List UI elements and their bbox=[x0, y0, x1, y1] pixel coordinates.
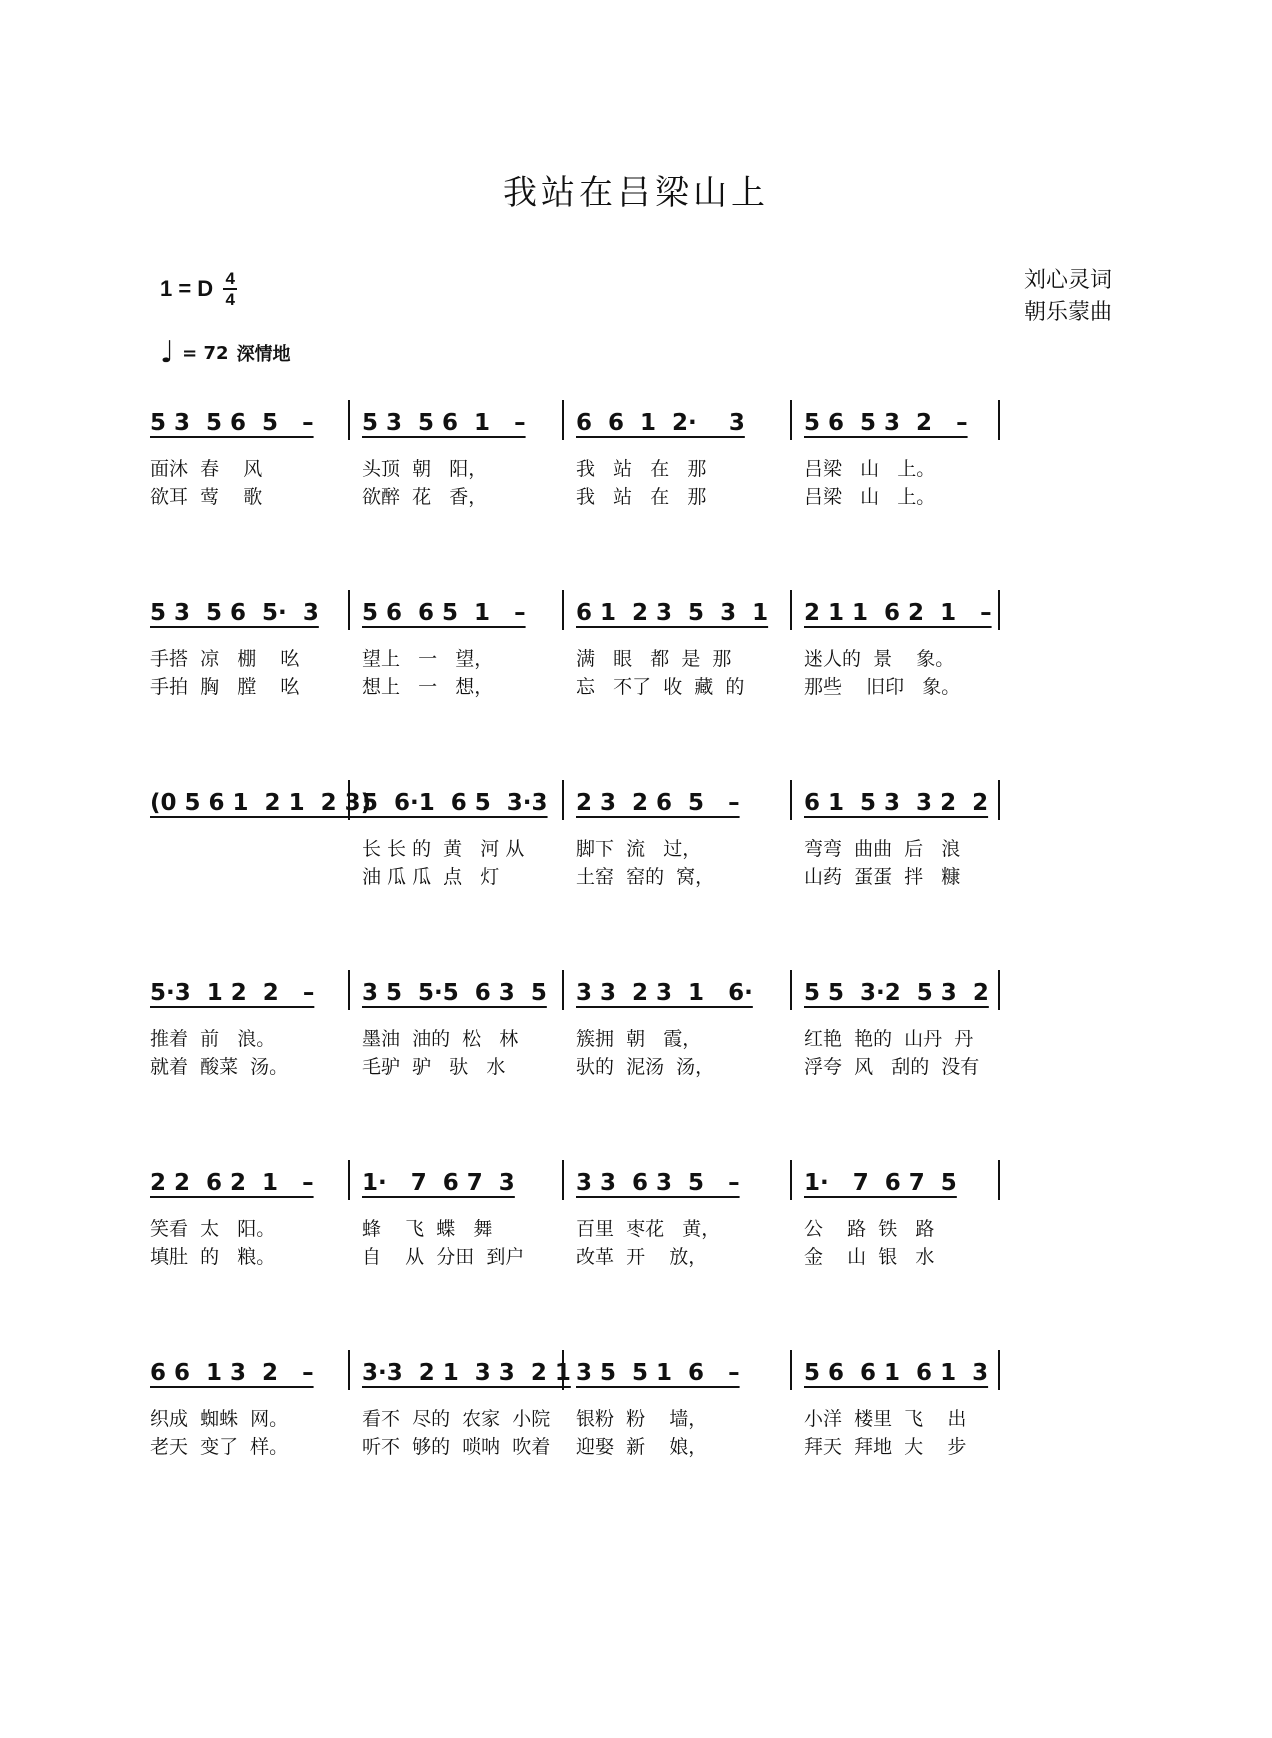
measure-notes: 2 1 1 6 2 1 – bbox=[804, 600, 992, 626]
lyric-measure: 那些 旧印 象。 bbox=[804, 676, 961, 698]
lyric-measure: 百里 枣花 黄， bbox=[576, 1218, 721, 1240]
bar-line bbox=[562, 970, 564, 1010]
lyric-measure: 填肚 的 粮。 bbox=[150, 1246, 276, 1268]
bar-line bbox=[348, 1350, 350, 1390]
composer: 朝乐蒙曲 bbox=[1023, 300, 1112, 325]
measure bbox=[804, 594, 992, 626]
bar-line bbox=[790, 780, 792, 820]
bar-line bbox=[562, 400, 564, 440]
measure bbox=[362, 594, 548, 626]
bar-line bbox=[348, 1160, 350, 1200]
lyric-measure: 迎娶 新 娘， bbox=[576, 1436, 708, 1458]
lyric-measure: 织成 蜘蛛 网。 bbox=[150, 1408, 289, 1430]
measure-notes: 6 6 1 2· 3 bbox=[576, 410, 745, 436]
bar-line bbox=[790, 590, 792, 630]
lyric-measure: 金 山 银 水 bbox=[804, 1246, 935, 1268]
measure-notes: 5 6·1 6 5 3·3 bbox=[362, 790, 548, 816]
notation-row bbox=[150, 590, 1120, 638]
lyric-measure: 迷人的 景 象。 bbox=[804, 648, 955, 670]
lyric-measure: 蜂 飞 蝶 舞 bbox=[362, 1218, 493, 1240]
bar-line bbox=[790, 1160, 792, 1200]
lyric-measure: 笑看 太 阳。 bbox=[150, 1218, 276, 1240]
measure bbox=[362, 404, 548, 436]
bar-line bbox=[998, 780, 1000, 820]
measure bbox=[362, 1164, 548, 1196]
notation-row bbox=[150, 1350, 1120, 1398]
song-title: 我站在吕梁山上 bbox=[503, 173, 769, 213]
lyric-measure: 山药 蛋蛋 拌 糠 bbox=[804, 866, 961, 888]
bar-line bbox=[998, 1350, 1000, 1390]
lyric-measure: 手搭 凉 棚 吆 bbox=[150, 648, 300, 670]
measure-notes: 3·3 2 1 3 3 2 1 bbox=[362, 1360, 571, 1386]
lyric-measure: 想上 一 想， bbox=[362, 676, 494, 698]
bar-line bbox=[998, 1160, 1000, 1200]
lyric-measure: 浮夸 风 刮的 没有 bbox=[804, 1056, 980, 1078]
measure-notes: 5 3 5 6 1 – bbox=[362, 410, 526, 436]
measure bbox=[804, 1354, 989, 1386]
lyric-measure: 改革 开 放， bbox=[576, 1246, 708, 1268]
measure-notes: 1· 7 6 7 3 bbox=[362, 1170, 515, 1196]
notation-row bbox=[150, 1160, 1120, 1208]
quarter-note-icon: ♩ bbox=[160, 335, 175, 370]
lyric-measure: 我 站 在 那 bbox=[576, 458, 707, 480]
lyric-measure: 自 从 分田 到户 bbox=[362, 1246, 525, 1268]
lyric-measure: 拜天 拜地 大 步 bbox=[804, 1436, 967, 1458]
lyric-measure: 望上 一 望， bbox=[362, 648, 494, 670]
measure bbox=[362, 784, 548, 816]
lyric-measure: 忘 不了 收 藏 的 bbox=[576, 676, 745, 698]
lyric-measure: 小洋 楼里 飞 出 bbox=[804, 1408, 967, 1430]
tempo-marking bbox=[160, 335, 291, 370]
lyric-measure: 公 路 铁 路 bbox=[804, 1218, 935, 1240]
lyric-measure: 手拍 胸 膛 吆 bbox=[150, 676, 300, 698]
measure-notes: 5 3 5 6 5 – bbox=[150, 410, 314, 436]
measure bbox=[150, 1354, 334, 1386]
lyric-measure: 我 站 在 那 bbox=[576, 486, 707, 508]
lyric-measure: 吕梁 山 上。 bbox=[804, 458, 936, 480]
bar-line bbox=[790, 1350, 792, 1390]
notation-row bbox=[150, 400, 1120, 448]
lyric-measure: 簇拥 朝 霞， bbox=[576, 1028, 702, 1050]
measure-notes: 6 6 1 3 2 – bbox=[150, 1360, 314, 1386]
lyric-measure: 脚下 流 过， bbox=[576, 838, 702, 860]
measure-notes: 5 6 6 1 6 1 3 bbox=[804, 1360, 989, 1386]
bar-line bbox=[348, 970, 350, 1010]
lyric-measure: 土窑 窑的 窝， bbox=[576, 866, 715, 888]
measure bbox=[150, 594, 334, 626]
measure bbox=[576, 974, 776, 1006]
measure-notes: 5 6 5 3 2 – bbox=[804, 410, 968, 436]
tempo-expression: 深情地 bbox=[236, 344, 291, 365]
bar-line bbox=[562, 1160, 564, 1200]
staff-system bbox=[150, 1160, 1120, 1290]
lyric-measure: 弯弯 曲曲 后 浪 bbox=[804, 838, 961, 860]
bar-line bbox=[790, 970, 792, 1010]
measure-notes: 3 3 6 3 5 – bbox=[576, 1170, 740, 1196]
measure-notes: 5 3 5 6 5· 3 bbox=[150, 600, 319, 626]
measure bbox=[150, 784, 372, 816]
staff-system bbox=[150, 590, 1120, 720]
lyric-measure: 墨油 油的 松 林 bbox=[362, 1028, 519, 1050]
measure-notes: 3 5 5 1 6 – bbox=[576, 1360, 740, 1386]
measure bbox=[576, 404, 776, 436]
staff-system bbox=[150, 780, 1120, 910]
lyric-measure: 油 瓜 瓜 点 灯 bbox=[362, 866, 500, 888]
lyric-measure: 头顶 朝 阳， bbox=[362, 458, 488, 480]
lyric-measure: 就着 酸菜 汤。 bbox=[150, 1056, 289, 1078]
bar-line bbox=[790, 400, 792, 440]
measure-notes: 6 1 2 3 5 3 1 bbox=[576, 600, 769, 626]
key-tonic: 1 = D bbox=[160, 276, 214, 301]
credits bbox=[1024, 265, 1112, 329]
lyric-measure: 驮的 泥汤 汤， bbox=[576, 1056, 715, 1078]
lyric-measure: 长 长 的 黄 河 从 bbox=[362, 838, 525, 860]
lyric-measure: 吕梁 山 上。 bbox=[804, 486, 936, 508]
lyric-measure: 看不 尽的 农家 小院 bbox=[362, 1408, 551, 1430]
measure bbox=[150, 1164, 334, 1196]
measure-notes: 2 2 6 2 1 – bbox=[150, 1170, 314, 1196]
measure bbox=[576, 1164, 776, 1196]
measure bbox=[362, 1354, 571, 1386]
measure-notes: 5 5 3·2 5 3 2 bbox=[804, 980, 989, 1006]
bar-line bbox=[998, 970, 1000, 1010]
bar-line bbox=[348, 590, 350, 630]
lyricist: 刘心灵词 bbox=[1023, 268, 1112, 293]
bar-line bbox=[562, 590, 564, 630]
measure bbox=[804, 974, 989, 1006]
lyric-measure: 欲醉 花 香， bbox=[362, 486, 488, 508]
notation-row bbox=[150, 780, 1120, 828]
time-signature bbox=[223, 270, 237, 308]
lyric-measure: 毛驴 驴 驮 水 bbox=[362, 1056, 506, 1078]
measure bbox=[362, 974, 548, 1006]
time-bottom: 4 bbox=[225, 290, 235, 309]
bar-line bbox=[562, 780, 564, 820]
measure-notes: (0 5 6 1 2 1 2 3) bbox=[150, 790, 372, 816]
measure-notes: 2 3 2 6 5 – bbox=[576, 790, 740, 816]
lyric-measure: 红艳 艳的 山丹 丹 bbox=[804, 1028, 974, 1050]
bar-line bbox=[348, 400, 350, 440]
lyric-measure: 满 眼 都 是 那 bbox=[576, 648, 732, 670]
lyric-measure: 推着 前 浪。 bbox=[150, 1028, 276, 1050]
measure-notes: 6 1 5 3 3 2 2 bbox=[804, 790, 989, 816]
measure bbox=[150, 974, 334, 1006]
measure bbox=[804, 404, 984, 436]
measure bbox=[576, 594, 776, 626]
staff-system bbox=[150, 400, 1120, 530]
measure bbox=[804, 784, 989, 816]
staff-system bbox=[150, 970, 1120, 1100]
staff-system bbox=[150, 1350, 1120, 1480]
lyric-measure: 老天 变了 样。 bbox=[150, 1436, 289, 1458]
measure-notes: 3 5 5·5 6 3 5 bbox=[362, 980, 547, 1006]
bar-line bbox=[998, 590, 1000, 630]
tempo-bpm: = 72 bbox=[182, 342, 229, 364]
lyric-measure: 面沐 春 风 bbox=[150, 458, 263, 480]
lyric-measure: 欲耳 莺 歌 bbox=[150, 486, 263, 508]
lyric-measure: 听不 够的 唢呐 吹着 bbox=[362, 1436, 551, 1458]
measure-notes: 1· 7 6 7 5 bbox=[804, 1170, 957, 1196]
measure bbox=[576, 1354, 776, 1386]
time-top: 4 bbox=[225, 269, 235, 288]
bar-line bbox=[998, 400, 1000, 440]
measure bbox=[576, 784, 776, 816]
notation-row bbox=[150, 970, 1120, 1018]
key-signature bbox=[160, 270, 237, 308]
measure-notes: 5·3 1 2 2 – bbox=[150, 980, 315, 1006]
lyric-measure: 银粉 粉 墙， bbox=[576, 1408, 708, 1430]
measure bbox=[804, 1164, 984, 1196]
measure-notes: 3 3 2 3 1 6· bbox=[576, 980, 753, 1006]
measure-notes: 5 6 6 5 1 – bbox=[362, 600, 526, 626]
measure bbox=[150, 404, 334, 436]
